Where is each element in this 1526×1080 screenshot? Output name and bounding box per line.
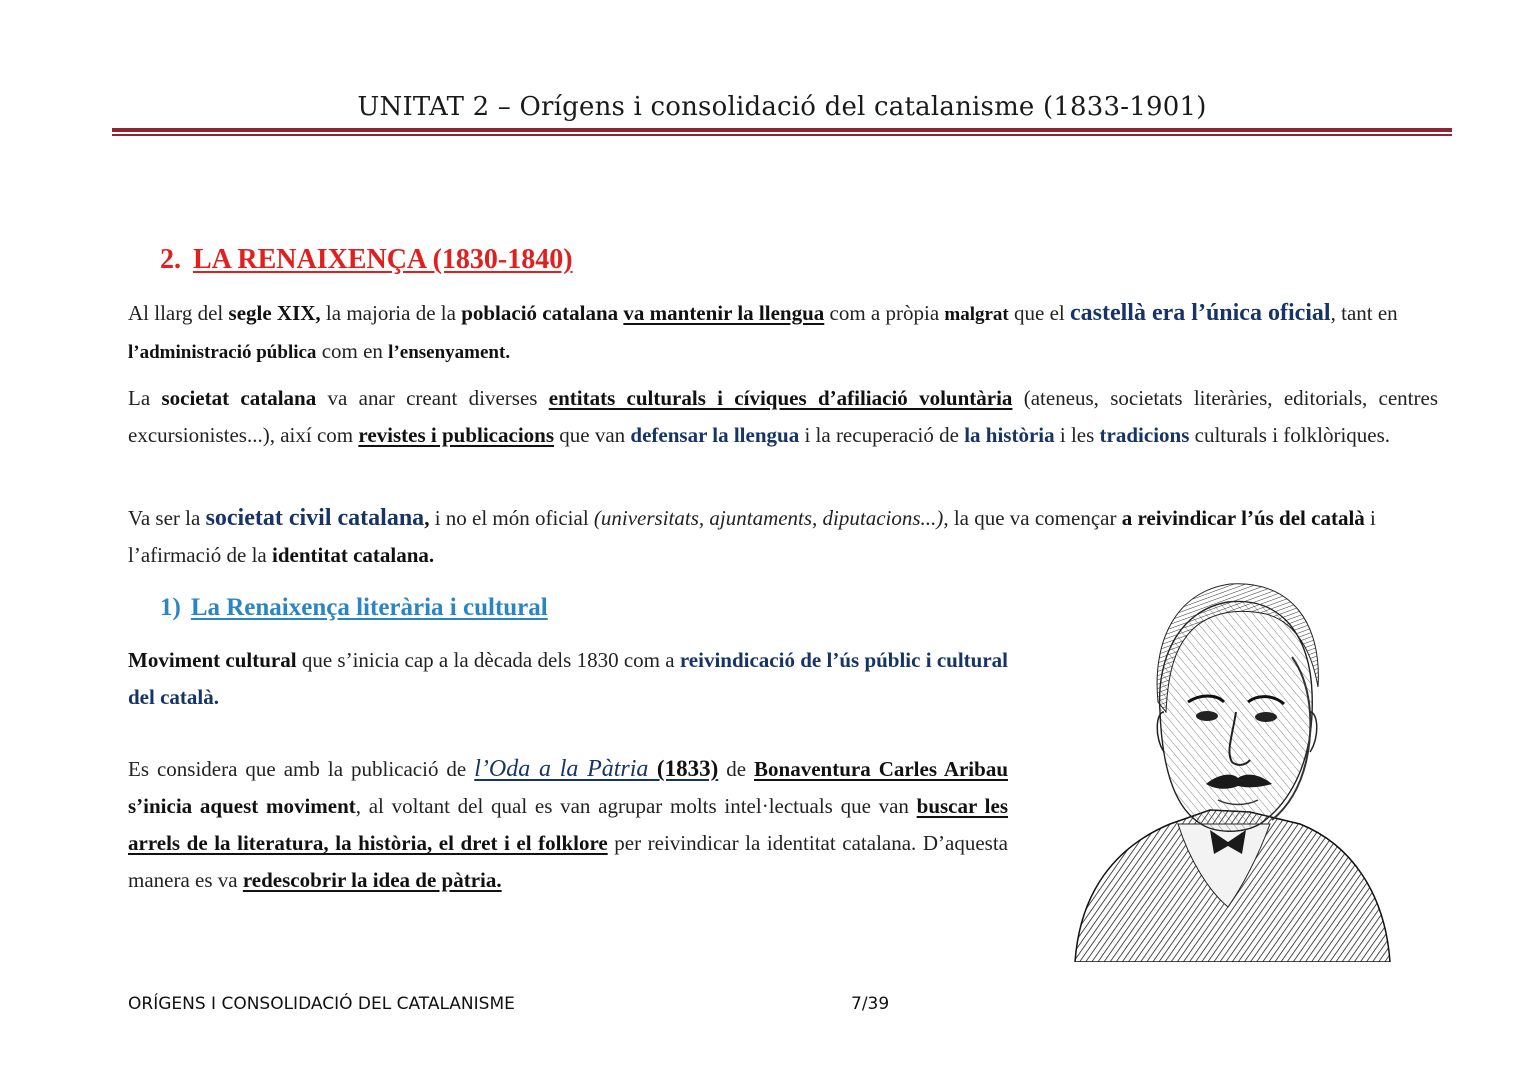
text-run: defensar la llengua [630, 423, 800, 447]
header-rule-thick [112, 128, 1452, 132]
text-run: i l’afirmació de la [128, 506, 1376, 567]
subsection-title: La Renaixença literària i cultural [190, 594, 548, 621]
text-run: redescobrir la idea de pàtria. [242, 868, 502, 892]
text-run: com a pròpia [824, 301, 945, 325]
text-run: va mantenir la llengua [623, 301, 825, 325]
text-run: identitat catalana. [272, 543, 435, 567]
text-run: reivindicació de l’ús públic i cultural del català. [128, 648, 1008, 709]
text-run: i no el món oficial [429, 506, 594, 530]
text-run: entitats culturals i cíviques d’afiliació voluntària [548, 386, 1013, 410]
header-rule-thin [112, 134, 1452, 136]
text-run: i la recuperació de [799, 423, 965, 447]
footer-page-number: 7/39 [851, 994, 890, 1014]
text-run: segle XIX, [228, 301, 321, 325]
text-run: (universitats, ajuntaments, diputacions...) [593, 506, 944, 530]
text-run: i les [1054, 423, 1100, 447]
text-run: s’inicia aquest moviment [128, 794, 356, 818]
text-run: , [424, 506, 430, 530]
text-run: buscar les arrels de la literatura, la història, el dret i el folklore [128, 794, 1008, 855]
text-run: societat civil catalana [205, 505, 425, 531]
section-number: 2. [160, 244, 181, 275]
subsection-number: 1) [160, 594, 181, 621]
text-run: l’Oda a la Pàtria [474, 756, 649, 782]
text-run: tradicions [1099, 423, 1190, 447]
text-run: l’administració pública [128, 342, 317, 363]
page-header-title: UNITAT 2 – Orígens i consolidació del catalanisme (1833-1901) [357, 92, 1207, 122]
text-run: per reivindicar la identitat catalana. D’aquesta manera es va [128, 831, 1008, 892]
text-run: (1833) [648, 756, 719, 781]
text-run: la majoria de la [320, 301, 462, 325]
text-run: la història [964, 423, 1055, 447]
text-run: societat catalana [161, 386, 317, 410]
paragraph-oda [128, 750, 1008, 899]
text-run: a reivindicar l’ús del català [1121, 506, 1365, 530]
text-run: culturals i folklòriques. [1189, 423, 1391, 447]
paragraph-entities [128, 380, 1438, 454]
paragraph-movement [128, 642, 1008, 716]
text-run: , al voltant del qual es van agrupar molts intel·lectuals que van [355, 794, 917, 818]
text-run: La [128, 386, 162, 410]
text-run: Moviment cultural [128, 648, 297, 672]
text-run: que s’inicia cap a la dècada dels 1830 com a [296, 648, 680, 672]
text-run: , tant en [1330, 301, 1398, 325]
aribau-portrait-image [1060, 562, 1400, 962]
text-run: que el [1008, 301, 1070, 325]
text-run: de [718, 757, 755, 781]
text-run: Al llarg del [128, 301, 229, 325]
text-run: com en [316, 339, 389, 363]
text-run: castellà era l’única oficial [1070, 300, 1331, 326]
text-run: Es considera que amb la publicació de [128, 757, 475, 781]
text-run: l’ensenyament. [388, 342, 511, 363]
text-run: població catalana [461, 301, 619, 325]
text-run: , la que va començar [943, 506, 1122, 530]
text-run: (ateneus, societats literàries, editorials, centres excursionistes...), així com [128, 386, 1438, 447]
subsection-heading [160, 594, 548, 622]
text-run: malgrat [944, 304, 1009, 325]
text-run: revistes i publicacions [358, 423, 554, 447]
paragraph-language [128, 295, 1438, 371]
oda-title [474, 757, 718, 781]
section-title: LA RENAIXENÇA (1830-1840) [193, 244, 573, 275]
text-run: Bonaventura Carles Aribau [754, 757, 1009, 781]
section-heading [160, 244, 573, 276]
footer-document-title: ORÍGENS I CONSOLIDACIÓ DEL CATALANISME [128, 994, 515, 1014]
text-run: que van [554, 423, 631, 447]
text-run: va anar creant diverses [316, 386, 549, 410]
text-run: Va ser la [128, 506, 206, 530]
